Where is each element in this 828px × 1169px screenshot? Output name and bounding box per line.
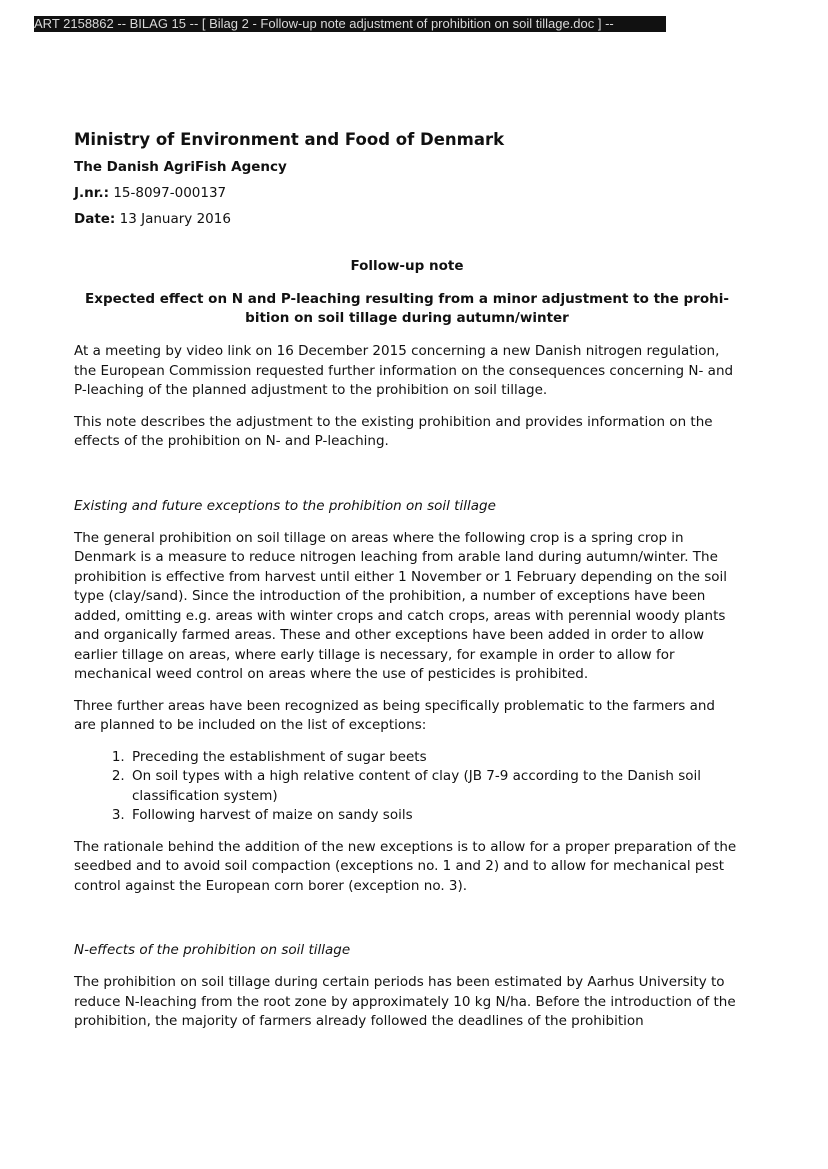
exceptions-list — [74, 748, 740, 826]
document-date — [74, 211, 740, 228]
scanned-header-strip — [34, 16, 666, 32]
journal-number — [74, 185, 740, 202]
date-value: 13 January 2016 — [119, 211, 231, 227]
document-body — [74, 130, 740, 1044]
exceptions-paragraph-2: Three further areas have been recognized as being specifically problematic to the farmers and are planned to be included on the list of exceptions: — [74, 697, 716, 733]
section-heading-n-effects: N-effects of the prohibition on soil tillage — [74, 942, 351, 958]
list-item: 3. Following harvest of maize on sandy soils — [129, 806, 740, 826]
section-heading-exceptions: Existing and future exceptions to the prohibition on soil tillage — [74, 497, 496, 514]
exceptions-paragraph-1: The general prohibition on soil tillage on areas where the following crop is a spring crop in Denmark is a measure to reduce nitrogen leaching from arable land during autumn/winter. The prohibition is effective from harvest until either 1 November or 1 February depending on the soil type (clay/sand). Since the introduction of the prohibition, a number of exceptions have been added, omitting e.g. areas with winter crops and catch crops, areas with perennial woody plants and organically farmed areas. These and other exceptions have been added in order to allow earlier tillage on areas, where early tillage is necessary, for example in order to allow for mechanical weed control on areas where the use of pesticides is prohibited. — [74, 529, 728, 682]
list-item: 2. On soil types with a high relative content of clay (JB 7-9 according to the Danish soil classification system) — [129, 767, 740, 806]
exceptions-paragraph-3: The rationale behind the addition of the new exceptions is to allow for a proper preparation of the seedbed and to avoid soil compaction (exceptions no. 1 and 2) and to allow for mechanical pest control against the European corn borer (exception no. 3). — [74, 838, 737, 894]
intro-paragraph-2: This note describes the adjustment to the existing prohibition and provides information on the effects of the prohibition on N- and P-leaching. — [74, 413, 713, 449]
note-title: Follow-up note — [350, 258, 464, 274]
date-label: Date: — [74, 211, 116, 227]
note-subtitle: Expected effect on N and P-leaching resulting from a minor adjustment to the prohibition on soil tillage during autumn/winter — [85, 291, 729, 326]
journal-number-value: 15-8097-000137 — [113, 185, 227, 201]
organization-name: Ministry of Environment and Food of Denmark — [74, 130, 505, 149]
list-item: 1. Preceding the establishment of sugar beets — [129, 748, 740, 768]
intro-paragraph-1: At a meeting by video link on 16 December 2015 concerning a new Danish nitrogen regulation, the European Commission requested further information on the consequences concerning N- and P-leaching of the planned adjustment to the prohibition on soil tillage. — [74, 343, 734, 398]
header-strip-text: ART 2158862 -- BILAG 15 -- [ Bilag 2 - Follow-up note adjustment of prohibition on soil tillage.doc ] -- — [34, 16, 614, 31]
journal-number-label: J.nr.: — [74, 185, 110, 201]
agency-name: The Danish AgriFish Agency — [74, 159, 287, 175]
n-effects-paragraph-1: The prohibition on soil tillage during certain periods has been estimated by Aarhus University to reduce N-leaching from the root zone by approximately 10 kg N/ha. Before the introduction of the prohibition, the majority of farmers already followed the deadlines of the prohibition — [74, 974, 736, 1029]
